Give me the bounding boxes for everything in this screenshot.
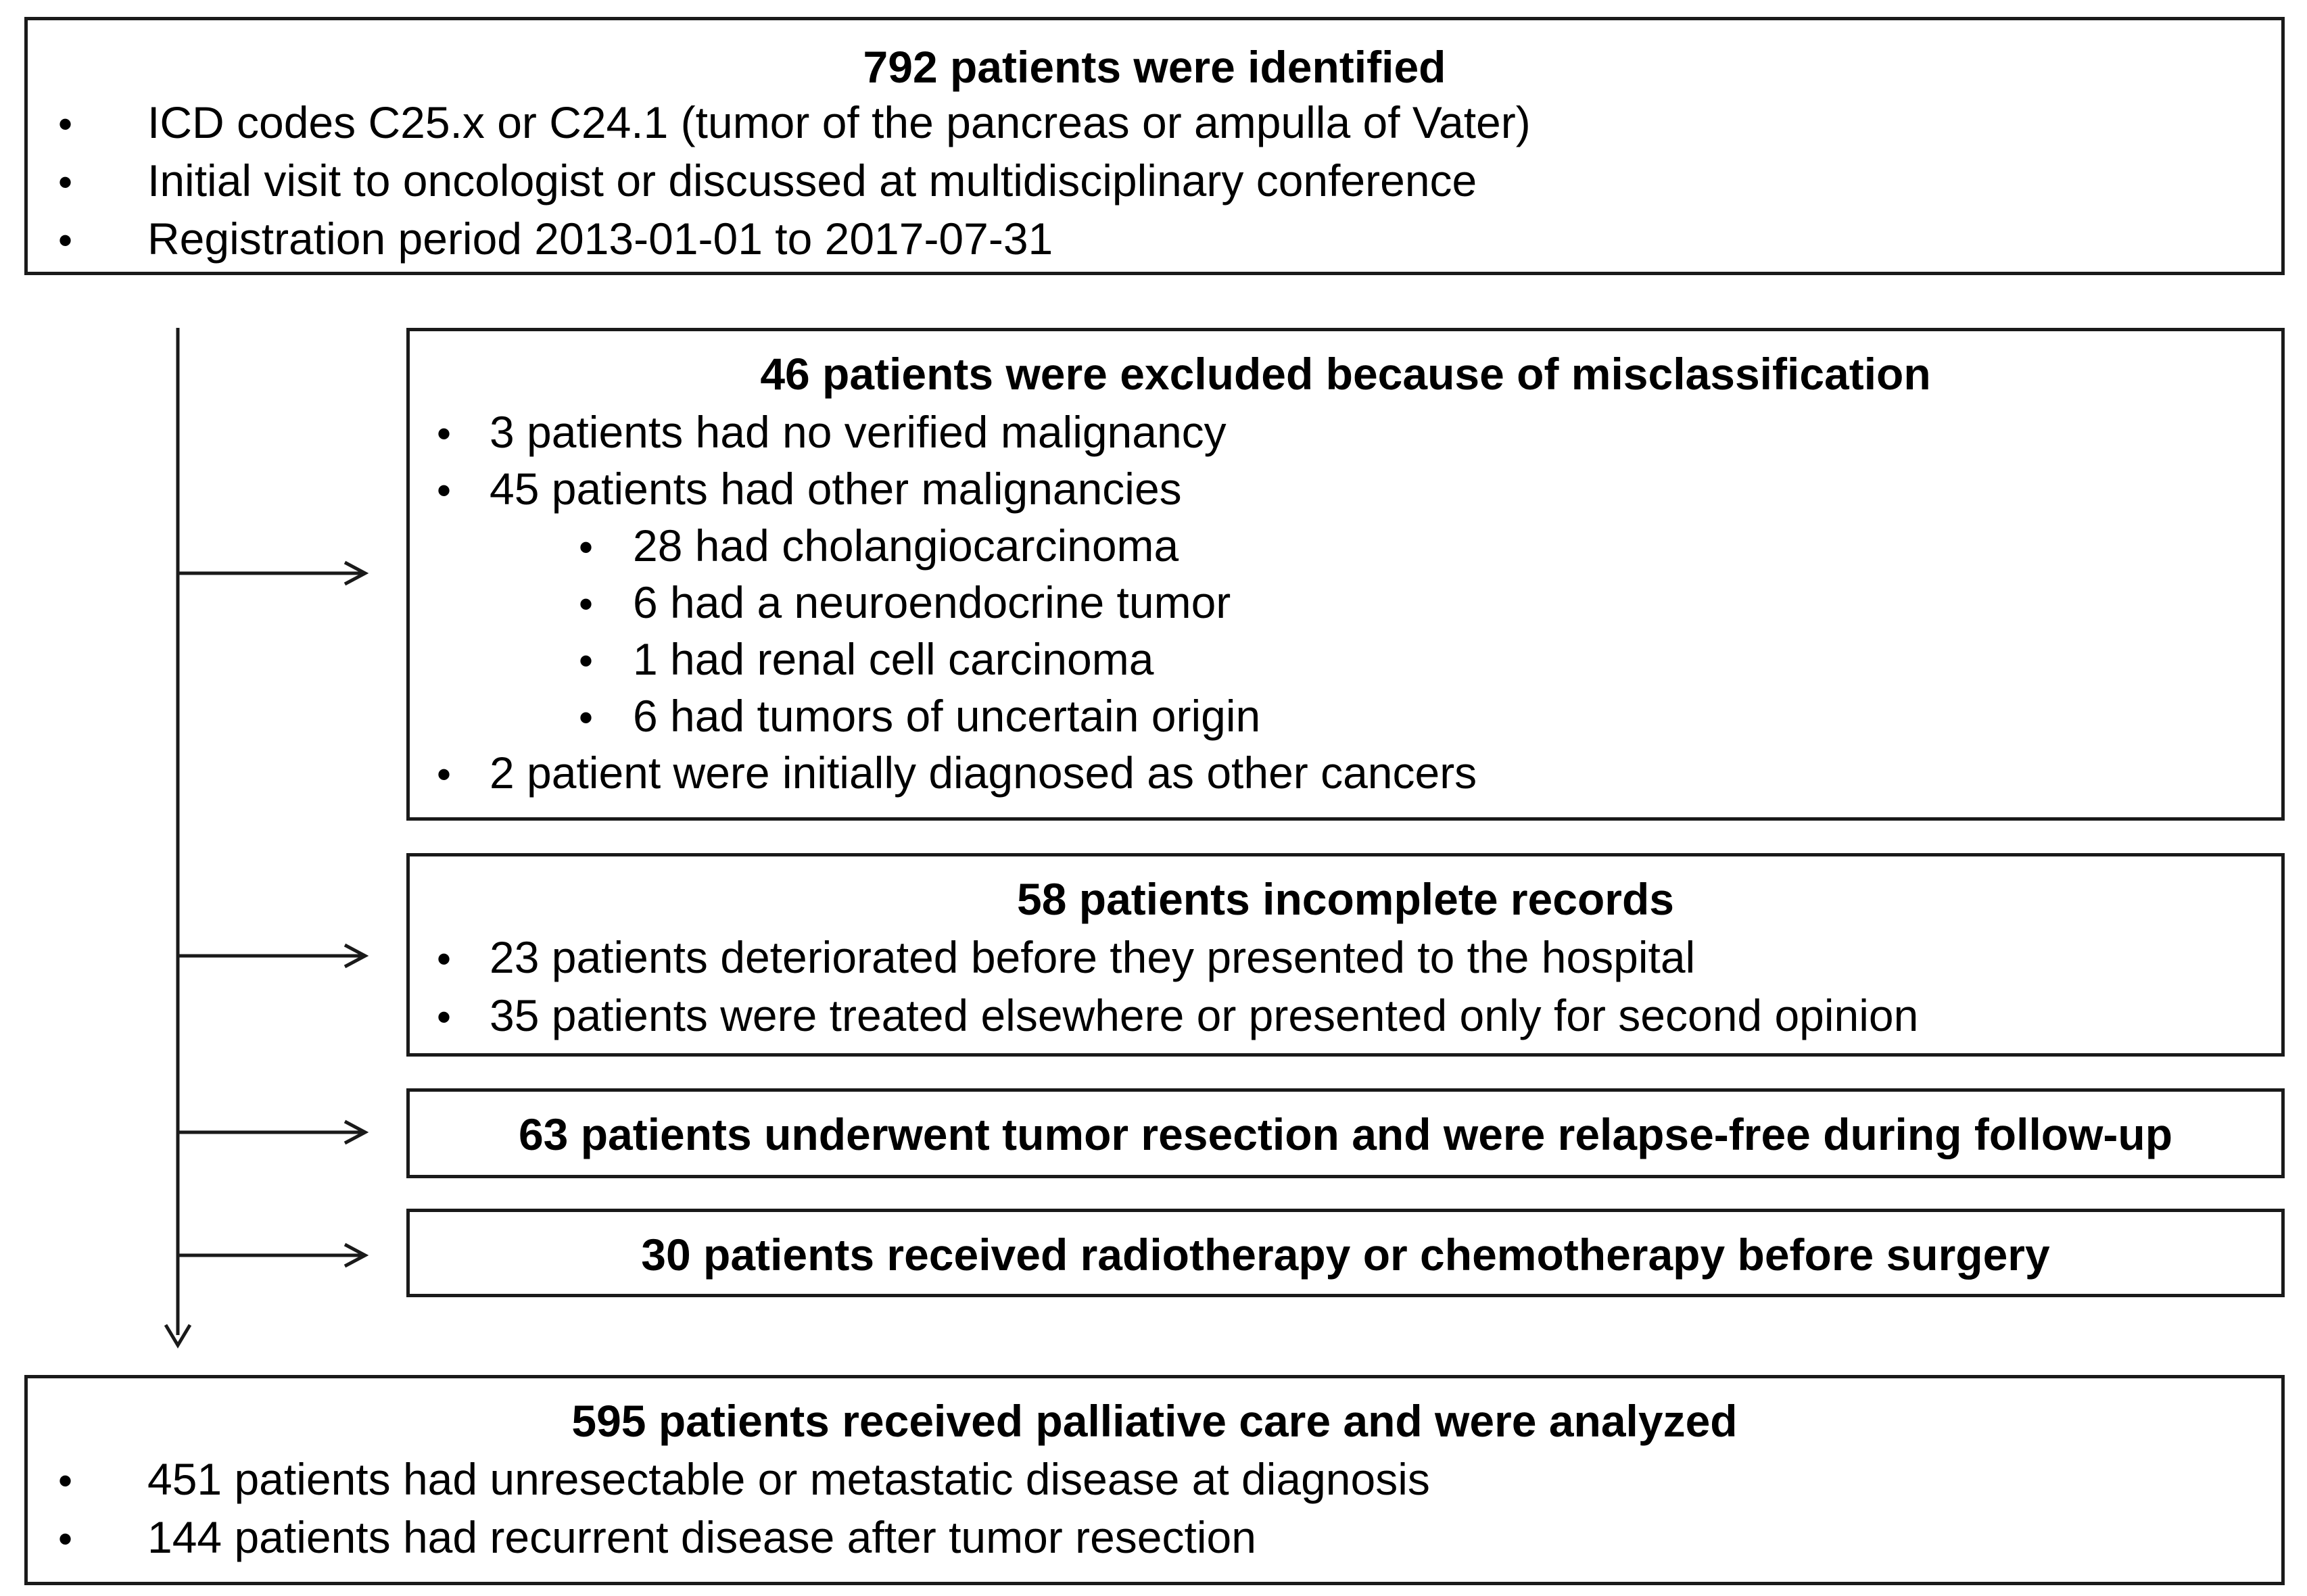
- misclassification-title: 46 patients were excluded because of misclassification: [760, 349, 1931, 399]
- identified-bullet-1: •: [58, 101, 73, 147]
- analyzed-item-1: 451 patients had unresectable or metastatic disease at diagnosis: [147, 1454, 1430, 1504]
- neoadjuvant-title: 30 patients received radiotherapy or chemotherapy before surgery: [641, 1230, 2050, 1280]
- identified-title: 792 patients were identified: [863, 42, 1446, 92]
- identified-box: [24, 17, 2285, 275]
- misclassification-sub-item-2: 6 had a neuroendocrine tumor: [633, 577, 1231, 627]
- analyzed-title: 595 patients received palliative care and were analyzed: [571, 1396, 1738, 1446]
- misclassification-bullet-3: •: [437, 752, 452, 797]
- incomplete-box: [406, 853, 2285, 1057]
- misclassification-sub-bullet-4: •: [579, 695, 594, 740]
- misclassification-sub-bullet-2: •: [579, 581, 594, 627]
- misclassification-sub-item-4: 6 had tumors of uncertain origin: [633, 691, 1261, 741]
- resection-box: [406, 1088, 2285, 1178]
- identified-bullet-2: •: [58, 160, 73, 205]
- misclassification-sub-item-3: 1 had renal cell carcinoma: [633, 634, 1154, 684]
- misclassification-item-2: 45 patients had other malignancies: [490, 464, 1182, 514]
- analyzed-bullet-1: •: [58, 1458, 73, 1503]
- misclassification-item-3: 2 patient were initially diagnosed as other cancers: [490, 748, 1477, 798]
- incomplete-item-1: 23 patients deteriorated before they presented to the hospital: [490, 932, 1696, 982]
- resection-title: 63 patients underwent tumor resection and were relapse-free during follow-up: [518, 1109, 2173, 1159]
- misclassification-sub-item-1: 28 had cholangiocarcinoma: [633, 521, 1179, 571]
- analyzed-bullet-2: •: [58, 1516, 73, 1562]
- neoadjuvant-box: [406, 1209, 2285, 1297]
- misclassification-box: [406, 328, 2285, 821]
- identified-item-2: Initial visit to oncologist or discussed at multidisciplinary conference: [147, 155, 1477, 205]
- misclassification-sub-bullet-3: •: [579, 638, 594, 683]
- identified-item-1: ICD codes C25.x or C24.1 (tumor of the pancreas or ampulla of Vater): [147, 97, 1531, 147]
- incomplete-item-2: 35 patients were treated elsewhere or presented only for second opinion: [490, 990, 1919, 1040]
- identified-bullet-3: •: [58, 218, 73, 263]
- analyzed-box: [24, 1375, 2285, 1585]
- incomplete-title: 58 patients incomplete records: [1017, 874, 1674, 924]
- analyzed-item-2: 144 patients had recurrent disease after tumor resection: [147, 1512, 1256, 1562]
- misclassification-item-1: 3 patients had no verified malignancy: [490, 407, 1227, 457]
- incomplete-bullet-2: •: [437, 994, 452, 1040]
- misclassification-bullet-2: •: [437, 468, 452, 513]
- misclassification-bullet-1: •: [437, 411, 452, 456]
- incomplete-bullet-1: •: [437, 936, 452, 982]
- identified-item-3: Registration period 2013-01-01 to 2017-07-31: [147, 214, 1053, 264]
- misclassification-sub-bullet-1: •: [579, 525, 594, 570]
